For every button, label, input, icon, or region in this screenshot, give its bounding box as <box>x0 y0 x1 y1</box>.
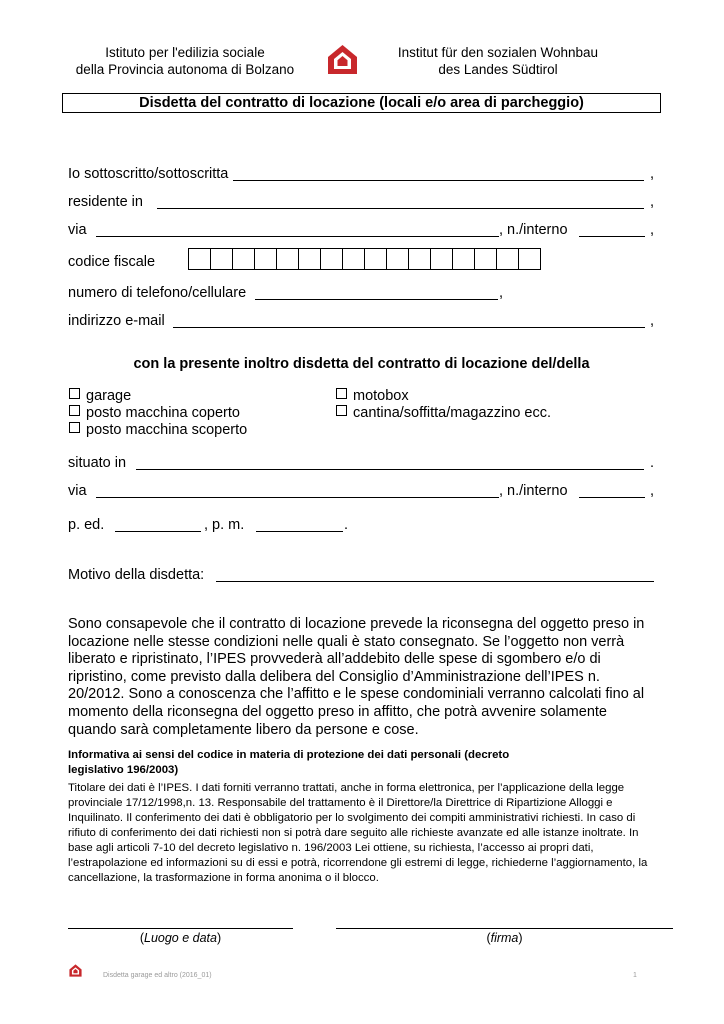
tax-code-cell[interactable] <box>276 248 299 270</box>
street-field[interactable] <box>96 236 499 237</box>
tax-code-cell[interactable] <box>364 248 387 270</box>
document-title: Disdetta del contratto di locazione (locali e/o area di parcheggio) <box>62 93 661 113</box>
reason-field[interactable] <box>216 581 654 582</box>
tax-code-cell[interactable] <box>518 248 541 270</box>
location-street-label: via <box>68 483 87 499</box>
privacy-heading: Informativa ai sensi del codice in materia di protezione dei dati personali (decreto legislativo 196/2003) <box>68 749 510 776</box>
phone-field[interactable] <box>255 299 498 300</box>
ped-field[interactable] <box>115 531 201 532</box>
comma: , <box>499 285 504 301</box>
comma: , <box>650 194 655 210</box>
tax-code-cell[interactable] <box>408 248 431 270</box>
checkbox-empty-icon[interactable] <box>336 388 347 399</box>
checkbox-empty-icon[interactable] <box>69 405 80 416</box>
pm-field[interactable] <box>256 531 343 532</box>
comma: , <box>650 166 655 182</box>
period: . <box>344 517 349 533</box>
tax-code-cell[interactable] <box>188 248 211 270</box>
tax-code-cell[interactable] <box>430 248 453 270</box>
phone-label: numero di telefono/cellulare <box>68 285 247 301</box>
tax-code-cell[interactable] <box>298 248 321 270</box>
checkbox-empty-icon[interactable] <box>336 405 347 416</box>
signature-text: firma <box>490 931 519 945</box>
resident-field[interactable] <box>157 208 644 209</box>
tax-code-cell[interactable] <box>386 248 409 270</box>
footer-document-name: Disdetta garage ed altro (2016_01) <box>103 972 212 979</box>
email-label: indirizzo e-mail <box>68 313 165 329</box>
situated-label: situato in <box>68 455 127 471</box>
period: . <box>650 455 655 471</box>
place-date-caption: (Luogo e data) <box>139 931 222 945</box>
option-covered-parking[interactable] <box>69 404 240 422</box>
email-field[interactable] <box>173 327 645 328</box>
tax-code-cell[interactable] <box>232 248 255 270</box>
reason-label: Motivo della disdetta: <box>68 567 205 583</box>
option-motobox[interactable] <box>336 387 409 405</box>
option-label: posto macchina scoperto <box>86 422 248 438</box>
tax-code-label: codice fiscale <box>68 254 156 270</box>
ped-label: p. ed. <box>68 517 105 533</box>
location-street-field[interactable] <box>96 497 499 498</box>
institute-province-it: della Provincia autonoma di Bolzano <box>75 62 295 77</box>
location-interno-label: , n./interno <box>499 483 568 499</box>
tax-code-cell[interactable] <box>254 248 277 270</box>
checkbox-empty-icon[interactable] <box>69 388 80 399</box>
street-label: via <box>68 222 87 238</box>
location-interno-field[interactable] <box>579 497 645 498</box>
tax-code-cell[interactable] <box>320 248 343 270</box>
institute-province-de: des Landes Südtirol <box>438 62 558 77</box>
interno-field[interactable] <box>579 236 645 237</box>
comma: , <box>650 483 655 499</box>
option-garage[interactable] <box>69 387 131 405</box>
notice-paragraph: Sono consapevole che il contratto di locazione prevede la riconsegna del oggetto preso in locazione nelle stesse condizioni nelle quali è stato consegnato. Se l’oggetto non verrà liberato e ripristinato, l’IPES provvederà all’addebito delle spese di sgombero e/o di ripristino, come previsto dalla delibera del Consiglio d’Amministrazione dell’IPES n. 20/2012. Sono a conoscenza che l’affitto e le spese condominiali verranno calcolati fino al momento della riconsegna del oggetto preso in affitto, che potrà avvenire solamente quando sarà completamente libero da persone e cose. <box>68 616 645 738</box>
undersigned-field[interactable] <box>233 180 644 181</box>
tax-code-cell[interactable] <box>496 248 519 270</box>
interno-label: , n./interno <box>499 222 568 238</box>
pm-label: , p. m. <box>204 517 245 533</box>
option-label: garage <box>86 388 132 404</box>
undersigned-label: Io sottoscritto/sottoscritta <box>68 166 229 182</box>
signature-caption: (firma) <box>486 931 523 945</box>
tax-code-boxes[interactable] <box>189 248 541 270</box>
place-date-text: Luogo e data <box>144 931 217 945</box>
house-logo-icon <box>327 44 358 75</box>
institute-name-de: Institut für den sozialen Wohnbau <box>397 45 599 60</box>
tax-code-cell[interactable] <box>452 248 475 270</box>
option-cellar[interactable] <box>336 404 551 422</box>
checkbox-empty-icon[interactable] <box>69 422 80 433</box>
tax-code-cell[interactable] <box>342 248 365 270</box>
option-label: posto macchina coperto <box>86 405 240 421</box>
tax-code-cell[interactable] <box>210 248 233 270</box>
option-uncovered-parking[interactable] <box>69 421 247 439</box>
privacy-body: Titolare dei dati è l’IPES. I dati forniti verranno trattati, anche in forma elettronica, per l’applicazione della legge provinciale 17/12/1998,n. 13. Responsabile del trattamento è il Direttore/la Direttrice di Ripartizione Alloggi e Inquilinato. Il conferimento dei dati è obbligatorio per lo svolgimento dei compiti amministrativi richiesti. In caso di rifiuto di conferimento dei dati richiesti non si potrà dare seguito alle richieste avanzate ed alle istanze inoltrate. In base agli articoli 7-10 del decreto legislativo n. 196/2003 Lei ottiene, su richiesta, l’accesso ai propri dati, l’estrapolazione ed informazioni su di essi e potrà, ricorrendone gli estremi di legge, richiederne l’aggiornamento, la cancellazione, la trasformazione in forma anonima o il blocco. <box>68 782 648 884</box>
comma: , <box>650 313 655 329</box>
comma: , <box>650 222 655 238</box>
header-left <box>70 44 300 78</box>
option-label: motobox <box>353 388 409 404</box>
footer-page-number: 1 <box>633 972 637 979</box>
tax-code-cell[interactable] <box>474 248 497 270</box>
header-right <box>388 44 608 78</box>
resident-label: residente in <box>68 194 143 210</box>
section-heading: con la presente inoltro disdetta del contratto di locazione del/della <box>133 356 590 372</box>
situated-field[interactable] <box>136 469 644 470</box>
option-label: cantina/soffitta/magazzino ecc. <box>353 405 552 421</box>
footer-logo-icon <box>69 964 82 977</box>
institute-name-it: Istituto per l'edilizia sociale <box>105 45 265 60</box>
